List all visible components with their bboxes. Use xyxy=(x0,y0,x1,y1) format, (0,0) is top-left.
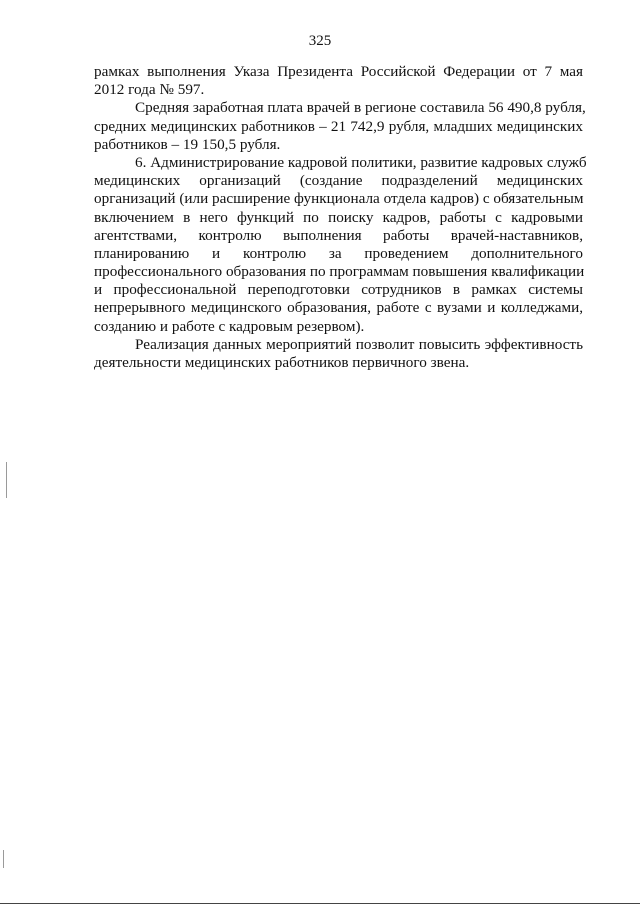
text-line: Реализация данных мероприятий позволит повысить эффективность xyxy=(135,335,583,353)
paragraph-hr-policy xyxy=(94,153,587,336)
scan-speck xyxy=(3,850,4,868)
text-line: агентствами, контролю выполнения работы врачей-наставников, xyxy=(94,226,583,244)
text-line: 6. Администрирование кадровой политики, развитие кадровых служб xyxy=(135,153,587,171)
text-line: деятельности медицинских работников первичного звена. xyxy=(94,354,470,371)
scan-speck xyxy=(6,462,7,498)
paragraph-average-salary xyxy=(94,99,586,154)
text-line: 2012 года № 597. xyxy=(94,81,205,99)
text-line: медицинских организаций (создание подразделений медицинских xyxy=(94,172,583,190)
text-line: непрерывного медицинского образования, работе с вузами и колледжами, xyxy=(94,299,583,317)
page-number: 325 xyxy=(308,33,332,49)
text-line: рамках выполнения Указа Президента Российской Федерации от 7 мая xyxy=(94,63,583,80)
text-line: и профессиональной переподготовки сотрудников в рамках системы xyxy=(94,281,583,299)
text-line: организаций (или расширение функционала отдела кадров) с обязательным xyxy=(94,190,584,208)
text-line: планированию и контролю за проведением дополнительного xyxy=(94,244,583,262)
paragraph-efficiency xyxy=(94,336,583,372)
text-line: средних медицинских работников – 21 742,9 рубля, младших медицинских xyxy=(94,117,583,135)
text-line: включением в него функций по поиску кадров, работы с кадровыми xyxy=(94,208,583,226)
text-line: профессионального образования по программам повышения квалификации xyxy=(94,263,585,281)
paragraph-decree-reference xyxy=(94,63,583,99)
document-body xyxy=(94,63,587,372)
text-line: созданию и работе с кадровым резервом). xyxy=(94,317,365,335)
page-bottom-rule xyxy=(0,903,640,904)
text-line: Средняя заработная плата врачей в регионе составила 56 490,8 рубля, xyxy=(135,99,586,117)
text-line: работников – 19 150,5 рубля. xyxy=(94,135,281,153)
